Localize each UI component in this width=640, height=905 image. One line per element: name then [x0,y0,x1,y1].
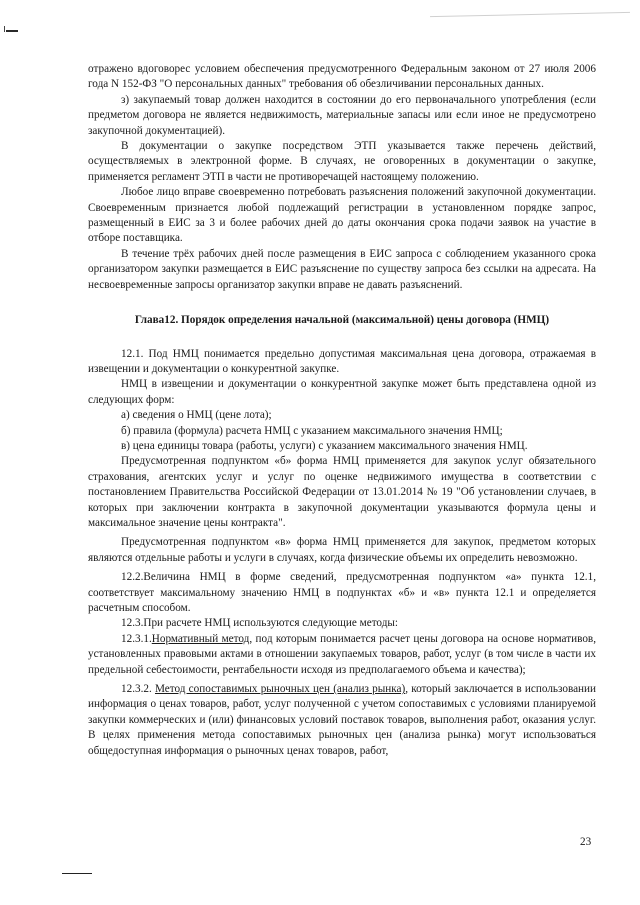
method-term: Нормативный метод [151,632,250,645]
list-item-form-b: б) правила (формула) расчета НМЦ с указанием максимального значения НМЦ; [121,424,503,437]
scan-artifact-line [430,12,630,17]
section-12-3-1 [88,632,596,678]
paragraph-item-z: з) закупаемый товар должен находится в состоянии до его первоначального употребления (если предметом договора не является недвижимость, материальные запасы или если иное не предусмотрено закупочной документацией). [88,93,596,137]
scan-artifact-mark [6,30,18,32]
method-term: Метод сопоставимых рыночных цен (анализ рынка) [154,683,406,696]
scan-artifact-tick [4,26,5,32]
paragraph-clarification-request: Любое лицо вправе своевременно потребовать разъяснения положений закупочной документации. Своевременным признается любой подлежащий регистрации в установленном порядке запрос, размещенный в ЕИС за 3 и более рабочих дней до даты окончания срока подачи заявок на участие в отборе поставщика. [88,186,596,245]
paragraph-personal-data: отражено вдоговорес условием обеспечения предусмотренного Федеральным законом от 27 июля 2006 года N 152-ФЗ "О персональных данных" требования об обезличивании персональных данных. [88,63,596,91]
list-item-form-a: а) сведения о НМЦ (цене лота); [121,409,272,422]
section-12-2: 12.2.Величина НМЦ в форме сведений, предусмотренная подпунктом «а» пункта 12.1, соответствует максимальному значению НМЦ в подпунктах «б» и «в» пункта 12.1 и определяется расчетным способом. [88,571,596,614]
method-description: , под которым понимается расчет цены договора на основе нормативов, установленных правовыми актами в отношении закупаемых товаров, работ, услуг (в том числе в части их предельной себестоимости, рентабельности исходя из предполагаемого объема и качества); [88,632,596,676]
method-description: , который заключается в использовании информация о ценах товаров, работ, услуг полученной с учетом сопоставимых с условиями планируемой закупки коммерческих и (или) финансовых условий поставок товаров, выполнения работ, оказания услуг. В целях применения метода сопоставимых рыночных цен (анализа рынка) могут использоваться общедоступная информация о рыночных ценах товаров, работ, [88,683,597,757]
paragraph-etp-documentation: В документации о закупке посредством ЭТП указывается также перечень действий, осуществляемых в электронной форме. В случаях, не оговоренных в документации о закупке, применяется регламент ЭТП в части не противоречащей настоящему положению. [88,140,596,183]
paragraph-form-b-usage: Предусмотренная подпунктом «б» форма НМЦ применяется для закупок услуг обязательного страхования, агентских услуг и услуг по оценке недвижимого имущества в соответствии с постановлением Правительства Российской Федерации от 13.01.2014 № 19 "Об установлении случаев, в которых при заключении контракта в закупочной документации указываются формула цены и максимальное значение цены контракта". [88,455,596,529]
scan-artifact-mark-bottom [62,873,92,874]
paragraph-form-c-usage: Предусмотренная подпунктом «в» форма НМЦ применяется для закупок, предметом которых являются отдельные работы и услуги в случаях, когда физические объемы их определить невозможно. [88,536,596,564]
section-number: 12.3.1. [121,632,152,645]
document-page [88,62,596,759]
section-12-3-2 [88,682,596,759]
section-number: 12.3.2. [121,683,155,696]
page-number: 23 [580,836,592,848]
section-12-3: 12.3.При расчете НМЦ используются следующие методы: [121,617,399,630]
paragraph-forms-intro: НМЦ в извещении и документации о конкурентной закупке может быть представлена одной из следующих форм: [88,378,596,406]
section-12-1: 12.1. Под НМЦ понимается предельно допустимая максимальная цена договора, отражаемая в извещении и документации о конкурентной закупке. [88,347,596,375]
chapter-title: Глава12. Порядок определения начальной (максимальной) цены договора (НМЦ) [134,314,550,327]
list-item-form-c: в) цена единицы товара (работы, услуги) с указанием максимального значения НМЦ. [121,439,528,452]
paragraph-clarification-response: В течение трёх рабочих дней после размещения в ЕИС запроса с соблюдением указанного срока организатором закупки размещается в ЕИС разъяснение по существу запроса без ссылки на адресата. На несвоевременные запросы организатор закупки вправе не давать разъяснений. [88,247,596,291]
